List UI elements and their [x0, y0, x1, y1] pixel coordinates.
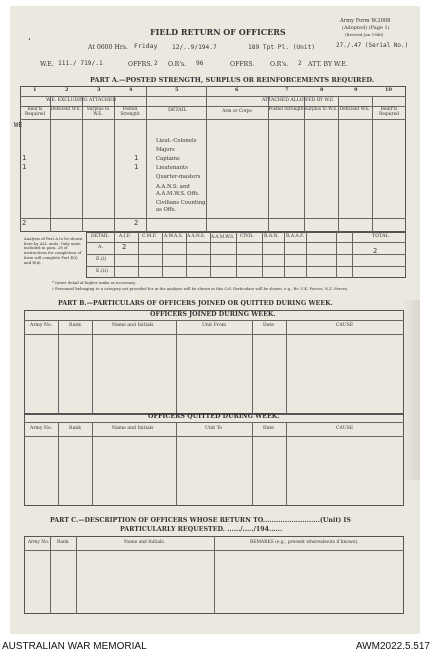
part-c-col-army-no: Army No. — [28, 540, 50, 545]
joined-heading: OFFICERS JOINED DURING WEEK. — [150, 311, 276, 318]
col-att-surplus: Surplus to W.E. — [304, 107, 338, 112]
day-field: Friday — [134, 42, 158, 50]
analysis-total-label: TOTAL — [372, 234, 389, 239]
hw-analysis-total: 2 — [373, 247, 378, 255]
quitted-col-rank: Rank — [69, 426, 82, 431]
analysis-col-ran: R.A.N. — [264, 234, 279, 239]
part-c-col-rank: Rank — [57, 540, 69, 545]
quitted-col-cause: CAUSE — [336, 426, 354, 431]
analysis-row-eii: E.(ii) — [96, 269, 108, 274]
form-title: FIELD RETURN OF OFFICERS — [150, 27, 286, 37]
hw-we-mark: WE — [14, 121, 23, 129]
joined-col-unit-from: Unit From — [202, 323, 227, 328]
hw-lieutenants-posted: 1 — [134, 163, 139, 171]
att-ors-label: O.R's. — [270, 61, 289, 68]
footer-archive-name: AUSTRALIAN WAR MEMORIAL — [2, 641, 147, 652]
att-by-we-label: ATT. BY W.E. — [308, 61, 348, 68]
col-deficient-we: Deficient W.E. — [50, 107, 82, 112]
part-c-heading: PART C.—DESCRIPTION OF OFFICERS WHOSE RETURN TO..........................(Unit) IS — [50, 517, 351, 524]
at-hours-label: At 0600 Hrs. — [88, 44, 129, 51]
col-number-8: 8 — [320, 87, 324, 93]
col-arm-corps: Arm or Corps — [222, 109, 252, 114]
analysis-row-a: A. — [98, 245, 103, 250]
quitted-col-date: Date — [263, 426, 274, 431]
we-offrs-label: OFFRS. — [128, 61, 153, 68]
footer-accession-number: AWM2022.5.517 — [355, 641, 430, 652]
analysis-col-aif: A.I.F. — [119, 234, 131, 239]
att-offrs-label: OFFRS. — [230, 61, 255, 68]
part-c-col-name: Name and Initials. — [124, 540, 166, 545]
col-att-posted-strength: Posted Strength — [268, 107, 304, 112]
hw-captains-posted: 1 — [134, 154, 139, 162]
quitted-col-unit-to: Unit To — [205, 426, 223, 431]
col-number-4: 4 — [129, 87, 133, 93]
quitted-col-army-no: Army No. — [30, 426, 53, 431]
we-ors-label: O.R's. — [168, 61, 187, 68]
col-att-reinf-required: Reinf'ts Required — [378, 107, 400, 117]
joined-col-rank: Rank — [69, 323, 82, 328]
we-excluding-attached-label: W.E. EXCLUDING ATTACHED — [46, 98, 116, 103]
part-c-col-remarks: REMARKS (e.g., present whereabouts if known). — [250, 540, 359, 545]
rank-lieutenants: Lieutenants — [156, 165, 188, 171]
serial-field: 27./.47 (Serial No.) — [336, 42, 409, 49]
date-field: 12/..9/194.7 — [172, 44, 217, 51]
analysis-row-ei: E.(i) — [96, 257, 107, 262]
rank-captains: Captains — [156, 156, 180, 162]
col-number-7: 7 — [285, 87, 289, 93]
rank-aans-aamws: A.A.N.S. and A.A.M.W.S. Offs. — [156, 184, 200, 198]
rank-lieut-colonels: Lieut.-Colonels — [156, 138, 197, 144]
col-number-10: 10 — [385, 87, 392, 93]
analysis-col-raaf: R.A.A.F. — [286, 234, 305, 239]
col-number-6: 6 — [235, 87, 239, 93]
hw-total-reinf: 2 — [22, 219, 27, 227]
analysis-note: Analysis of Part A to be shown here by ALL units. Only units included in para. 28 of instructions for completion of form will complete Part E(i) and E(ii). — [24, 236, 83, 265]
col-surplus-we: Surplus to W.E. — [86, 107, 110, 117]
joined-col-date: Date — [263, 323, 274, 328]
we-line-prefix: W.E. — [40, 61, 54, 68]
col-number-9: 9 — [354, 87, 358, 93]
footnote-1: * Insert detail of higher ranks as necessary. — [52, 280, 136, 285]
analysis-col-cmf: C.M.F. — [142, 234, 157, 239]
form-revised: (Revised Jan 1946) — [345, 32, 384, 37]
unit-field: 189 Tpt Pl. (Unit) — [248, 44, 316, 51]
attached-allowed-label: ATTACHED ALLOWED BY W.E. — [262, 98, 335, 103]
rank-civilians: Civilians Counting as Offs. — [156, 200, 206, 214]
rank-majors: Majors — [156, 147, 175, 153]
hw-analysis-aif: 2 — [122, 243, 127, 251]
col-att-deficient: Deficient W.E. — [339, 107, 371, 112]
col-reinf-required: Rein'ts Required — [24, 107, 46, 117]
joined-col-army-no: Army No. — [30, 323, 53, 328]
quitted-heading: OFFICERS QUITTED DURING WEEK. — [148, 413, 280, 420]
quitted-col-name: Name and Initials — [112, 426, 154, 431]
footnote-2: † Personnel belonging to a category not provided for in the analysis will be shown in this Col. Particulars will be shown, e.g., Br. U.K. Forces, N.Z. Forces. — [52, 286, 349, 291]
analysis-col-aamws: A.A.M.W.S. — [211, 234, 235, 239]
col-number-5: 5 — [175, 87, 179, 93]
form-number: Army Form W.3008 — [340, 18, 391, 24]
analysis-col-aans: A.A.N.S. — [187, 234, 205, 239]
analysis-col-civil: CIVIL — [240, 234, 254, 239]
col-number-2: 2 — [65, 87, 69, 93]
col-number-1: 1 — [33, 87, 37, 93]
we-offrs-value: 2 — [154, 60, 158, 67]
we-ors-value: 96 — [196, 60, 204, 67]
form-adopted: (Adopted) (Page 1) — [342, 25, 390, 31]
att-ors-value: 2 — [298, 60, 302, 67]
part-c-heading-2: PARTICULARLY REQUESTED. ....../...../194...... — [120, 526, 283, 533]
col-number-3: 3 — [97, 87, 101, 93]
analysis-col-awas: A.W.A.S. — [164, 234, 183, 239]
pencil-mark: ‘ — [28, 37, 31, 46]
hw-total-posted: 2 — [134, 219, 139, 227]
rank-quarter-masters: Quarter-masters — [156, 174, 201, 180]
hw-lieutenants-reinf: 1 — [22, 163, 27, 171]
part-a-heading: PART A.—POSTED STRENGTH, SURPLUS OR REINFORCEMENTS REQUIRED. — [90, 76, 375, 84]
we-number: 111./ 719/.1 — [58, 60, 103, 67]
col-posted-strength: Posted Strength — [120, 107, 140, 117]
joined-col-cause: CAUSE — [336, 323, 354, 328]
part-b-heading: PART B.—PARTICULARS OF OFFICERS JOINED OR QUITTED DURING WEEK. — [58, 300, 333, 307]
joined-col-name: Name and Initials — [112, 323, 154, 328]
detail-label: DETAIL — [168, 108, 187, 113]
analysis-detail-label: DETAIL — [91, 234, 109, 239]
hw-captains-reinf: 1 — [22, 154, 27, 162]
paper-fold-shadow — [402, 300, 420, 480]
